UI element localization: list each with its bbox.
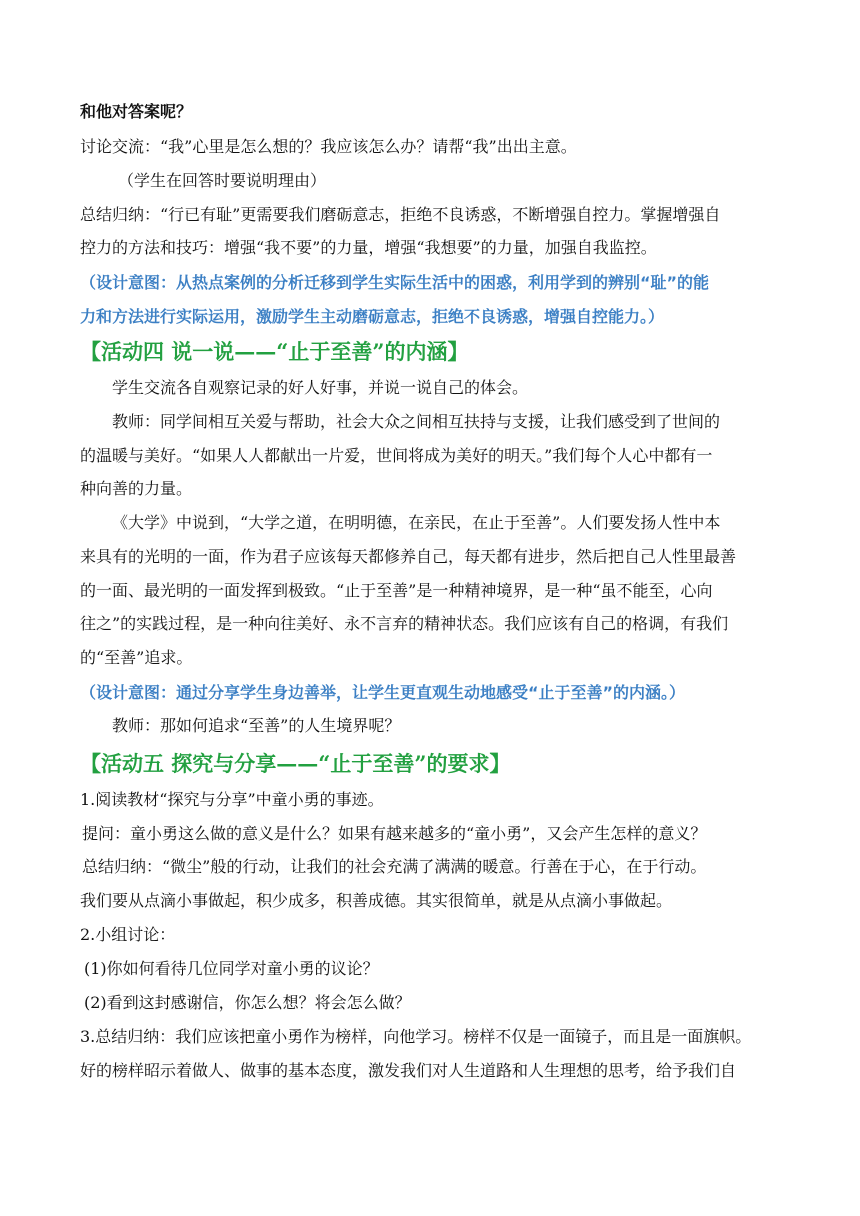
text-line: 学生交流各自观察记录的好人好事，并说一说自己的体会。 — [112, 378, 529, 397]
text-line: （学生在回答时要说明理由） — [118, 171, 327, 190]
text-line: 2.小组讨论： — [80, 925, 176, 944]
text-line: 种向善的力量。 — [80, 479, 193, 498]
section-heading: 【活动四 说一说——“止于至善”的内涵】 — [80, 339, 469, 364]
section-heading: 【活动五 探究与分享——“止于至善”的要求】 — [80, 751, 511, 776]
text-line: 控力的方法和技巧：增强“我不要”的力量，增强“我想要”的力量，加强自我监控。 — [80, 238, 657, 257]
text-line: 来具有的光明的一面，作为君子应该每天都修养自己，每天都有进步，然后把自己人性里最善 — [80, 547, 737, 566]
text-line: 的“至善”追求。 — [80, 648, 193, 667]
design-intent-note: （设计意图：通过分享学生身边善举，让学生更直观生动地感受“止于至善”的内涵。） — [80, 683, 686, 702]
text-line: 《大学》中说到，“大学之道，在明明德，在亲民，在止于至善”。人们要发扬人性中本 — [112, 513, 721, 532]
text-line: 总结归纳：“微尘”般的行动，让我们的社会充满了满满的暖意。行善在于心，在于行动。 — [82, 857, 707, 876]
text-line: 讨论交流：“我”心里是怎么想的？我应该怎么办？请帮“我”出出主意。 — [80, 137, 577, 156]
text-line: 教师：那如何追求“至善”的人生境界呢？ — [112, 716, 401, 735]
design-intent-note: 力和方法进行实际运用，激励学生主动磨砺意志，拒绝不良诱惑，增强自控能力。） — [80, 307, 665, 326]
text-line: 1.阅读教材“探究与分享”中童小勇的事迹。 — [80, 790, 384, 809]
text-line: 的温暖与美好。“如果人人都献出一片爱，世间将成为美好的明天。”我们每个人心中都有一 — [80, 446, 713, 465]
text-line: 我们要从点滴小事做起，积少成多，积善成德。其实很简单，就是从点滴小事做起。 — [80, 891, 673, 910]
text-line: 和他对答案呢？ — [80, 102, 193, 121]
text-line: 好的榜样昭示着做人、做事的基本态度，激发我们对人生道路和人生理想的思考，给予我们自 — [80, 1061, 737, 1080]
text-line: 提问：童小勇这么做的意义是什么？如果有越来越多的“童小勇”，又会产生怎样的意义？ — [82, 824, 707, 843]
text-line: 的一面、最光明的一面发挥到极致。“止于至善”是一种精神境界，是一种“虽不能至，心向 — [80, 581, 713, 600]
text-line: 总结归纳：“行已有耻”更需要我们磨砺意志，拒绝不良诱惑，不断增强自控力。掌握增强自 — [80, 205, 721, 224]
text-line: (1)你如何看待几位同学对童小勇的议论？ — [84, 959, 379, 978]
text-line: 往之”的实践过程，是一种向往美好、永不言弃的精神状态。我们应该有自己的格调，有我们 — [80, 614, 729, 633]
text-line: 3.总结归纳：我们应该把童小勇作为榜样，向他学习。榜样不仅是一面镜子，而且是一面旗帜。 — [80, 1027, 752, 1046]
text-line: 教师：同学间相互关爱与帮助，社会大众之间相互扶持与支援，让我们感受到了世间的 — [112, 412, 721, 431]
design-intent-note: （设计意图：从热点案例的分析迁移到学生实际生活中的困惑，利用学到的辨别“耻”的能 — [80, 273, 710, 292]
text-line: (2)看到这封感谢信，你怎么想？将会怎么做？ — [84, 993, 411, 1012]
